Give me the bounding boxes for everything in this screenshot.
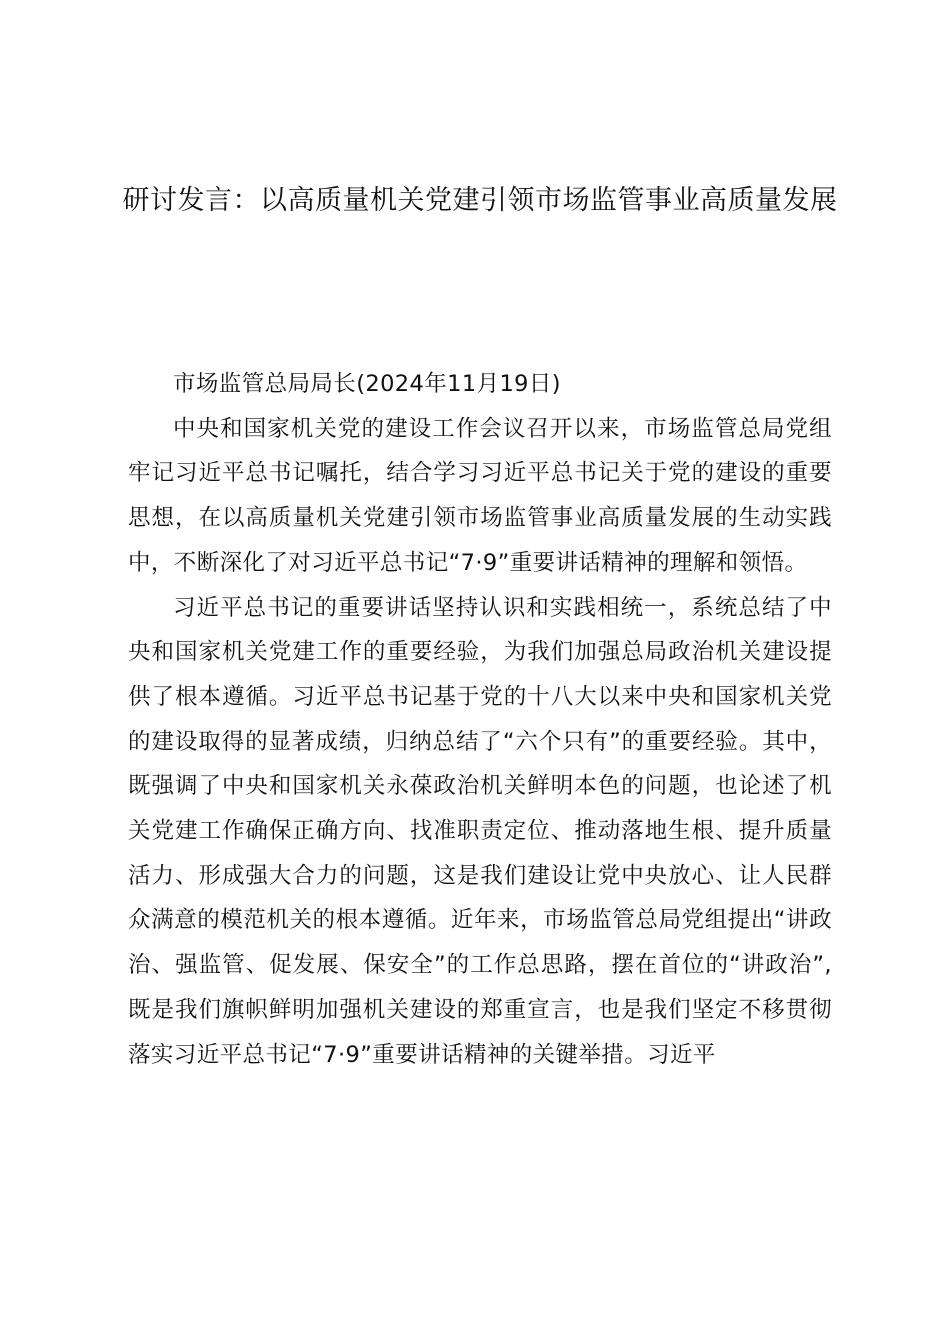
paragraph-2: 习近平总书记的重要讲话坚持认识和实践相统一，系统总结了中央和国家机关党建工作的重要经验，为我们加强总局政治机关建设提供了根本遵循。习近平总书记基于党的十八大以来中央和国家机关党的建设取得的显著成绩，归纳总结了“六个只有”的重要经验。其中，既强调了中央和国家机关永葆政治机关鲜明本色的问题，也论述了机关党建工作确保正确方向、找准职责定位、推动落地生根、提升质量活力、形成强大合力的问题，这是我们建设让党中央放心、让人民群众满意的模范机关的根本遵循。近年来，市场监管总局党组提出“讲政治、强监管、促发展、保安全”的工作总思路，摆在首位的“讲政治”,既是我们旗帜鲜明加强机关建设的郑重宣言，也是我们坚定不移贯彻落实习近平总书记“7·9”重要讲话精神的关键举措。习近平: [128, 594, 832, 1068]
byline: 市场监管总局局长(2024年11月19日): [173, 371, 561, 397]
document-body: [128, 362, 832, 1077]
paragraph-1: 中央和国家机关党的建设工作会议召开以来，市场监管总局党组牢记习近平总书记嘱托，结合学习习近平总书记关于党的建设的重要思想，在以高质量机关党建引领市场监管事业高质量发展的生动实践中，不断深化了对习近平总书记“7·9”重要讲话精神的理解和领悟。: [128, 415, 832, 576]
document-title: 研讨发言：以高质量机关党建引领市场监管事业高质量发展: [122, 185, 838, 216]
